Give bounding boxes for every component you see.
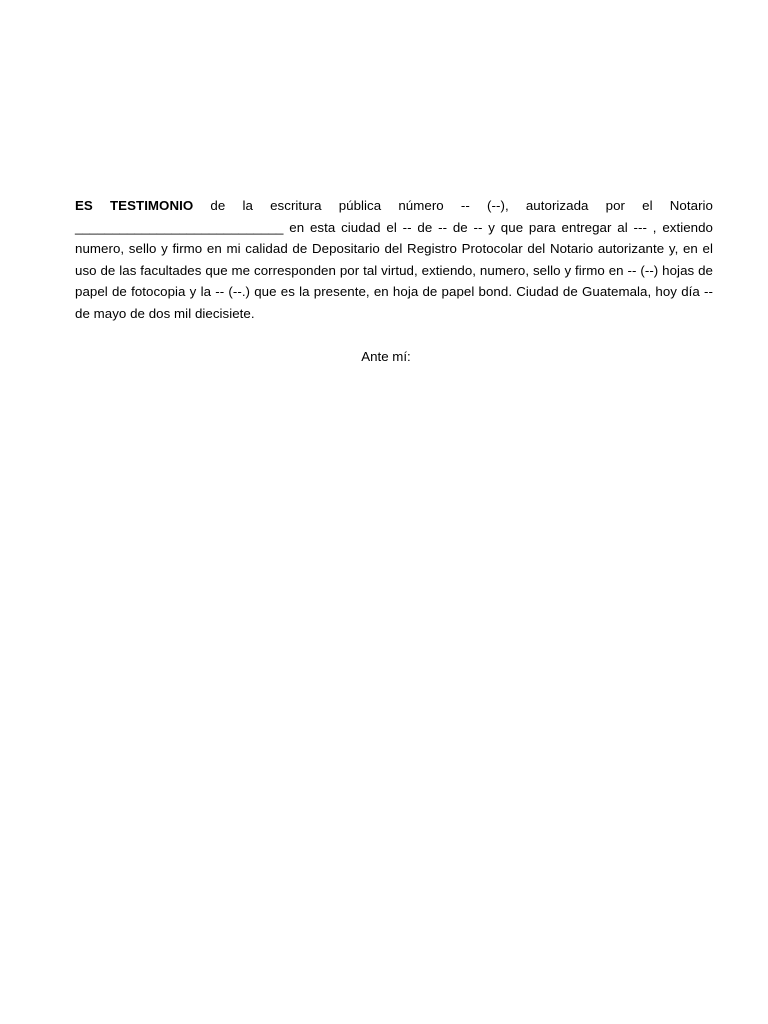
signature-block (0, 346, 768, 367)
signature-label: Ante mí: (361, 349, 411, 364)
testimonio-paragraph (75, 195, 713, 324)
testimonio-lead: ES TESTIMONIO (75, 198, 194, 214)
testimonio-body: de la escritura pública número -- (--), autorizada por el Notario ____________________________ en esta ciudad el -- de -- de -- y que para entregar al --- , extiendo numero, sello y firmo en mi calidad de Depositario del Registro Protocolar del Notario autorizante y, en el uso de las facultades que me corresponden por tal virtud, extiendo, numero, sello y firmo en -- (--) hojas de papel de fotocopia y la -- (--.) que es la presente, en hoja de papel bond. Ciudad de Guatemala, hoy día -- de mayo de dos mil diecisiete. (75, 198, 713, 321)
